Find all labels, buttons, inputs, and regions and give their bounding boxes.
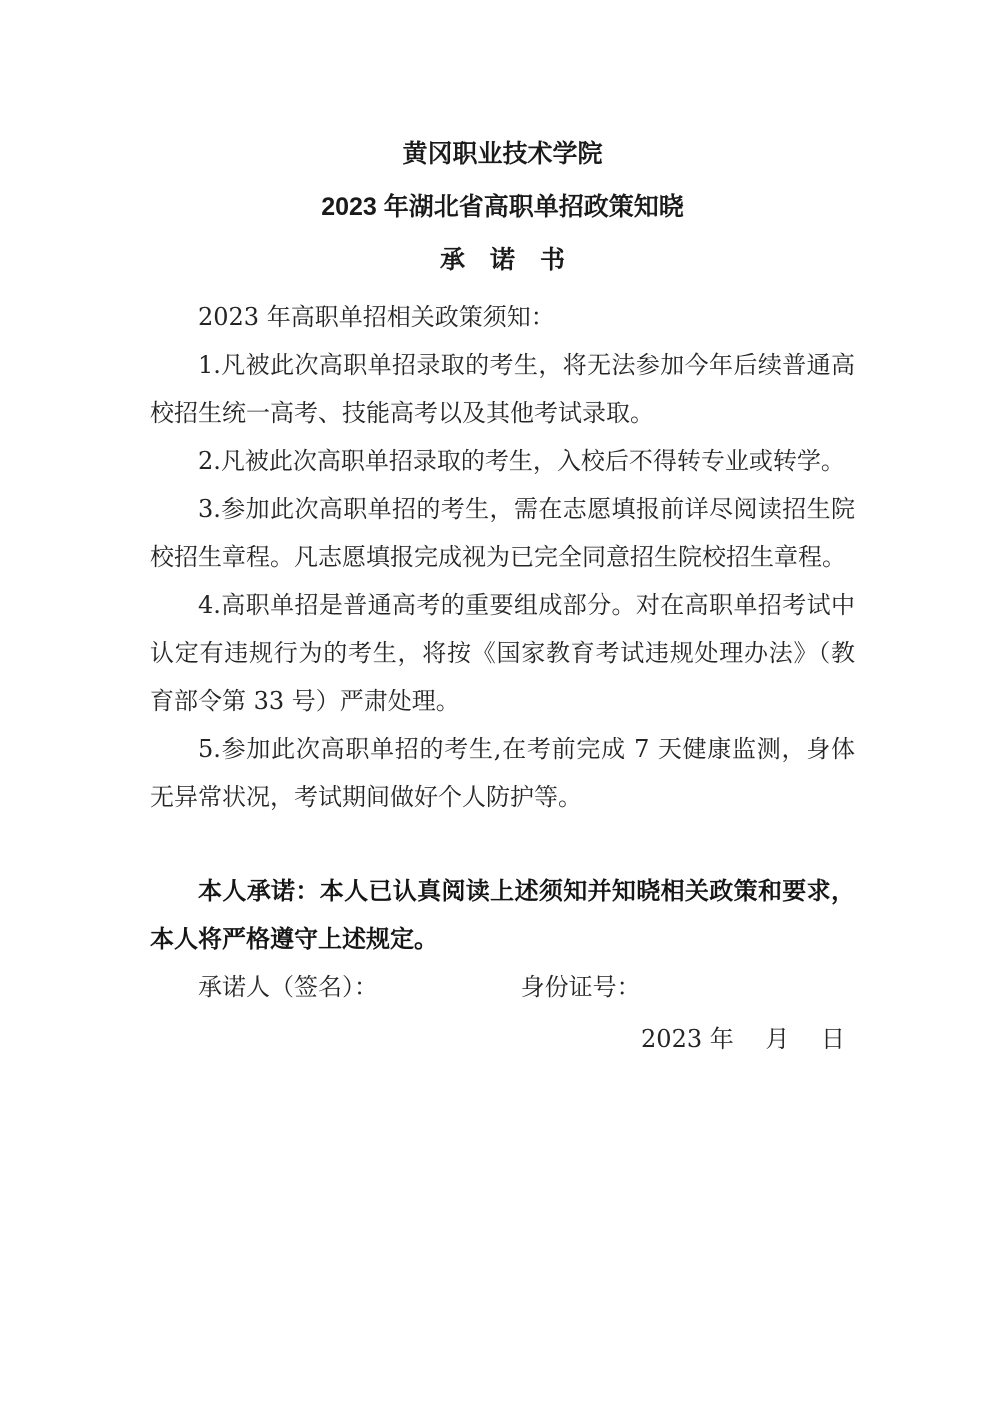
date-line: 2023 年 月 日 xyxy=(641,1025,845,1053)
policy-intro: 2023 年高职单招相关政策须知： xyxy=(198,303,555,331)
policy-item-1: 1.凡被此次高职单招录取的考生，将无法参加今年后续普通高校招生统一高考、技能高考以及其他考试录取。 xyxy=(150,351,855,427)
commitment-statement: 本人承诺：本人已认真阅读上述须知并知晓相关政策和要求，本人将严格遵守上述规定。 xyxy=(150,876,855,953)
id-number-label: 身份证号： xyxy=(520,973,641,1001)
signer-label: 承诺人（签名）： xyxy=(198,973,378,1001)
org-title: 黄冈职业技术学院 xyxy=(402,140,603,168)
policy-item-3: 3.参加此次高职单招的考生，需在志愿填报前详尽阅读招生院校招生章程。凡志愿填报完成视为已完全同意招生院校招生章程。 xyxy=(150,495,855,571)
policy-item-4: 4.高职单招是普通高考的重要组成部分。对在高职单招考试中认定有违规行为的考生，将按《国家教育考试违规处理办法》（教育部令第 33 号）严肃处理。 xyxy=(150,591,855,715)
policy-item-2: 2.凡被此次高职单招录取的考生，入校后不得转专业或转学。 xyxy=(198,447,845,475)
policy-item-5: 5.参加此次高职单招的考生,在考前完成 7 天健康监测，身体无异常状况，考试期间做好个人防护等。 xyxy=(150,735,855,811)
doc-subtitle: 2023 年湖北省高职单招政策知晓 xyxy=(321,193,684,221)
doc-title: 承 诺 书 xyxy=(439,246,565,274)
signature-row xyxy=(150,963,855,1011)
document-body xyxy=(150,293,855,1063)
